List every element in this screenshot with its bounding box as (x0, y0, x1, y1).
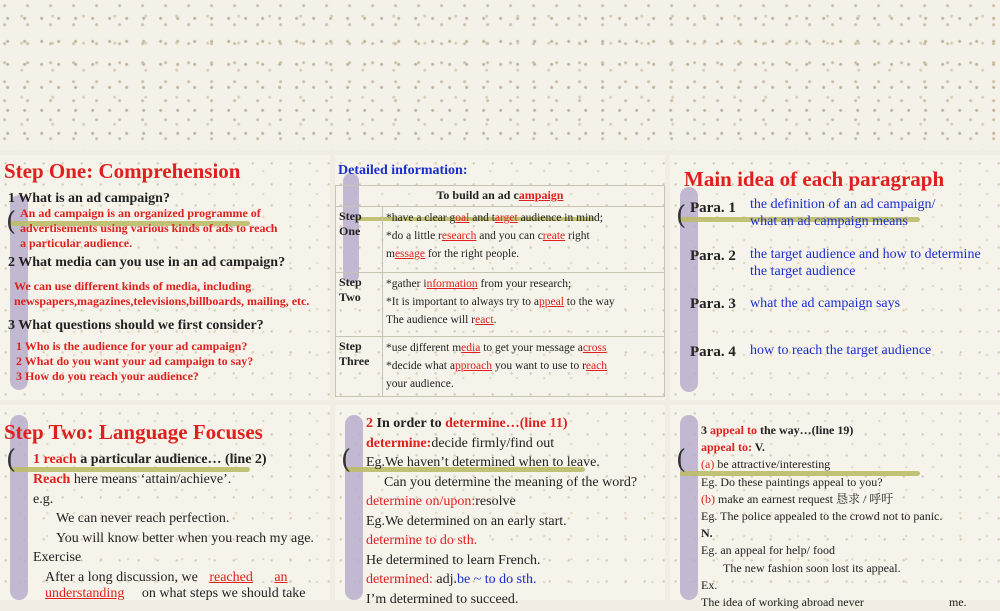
para-summary: the target audience and how to determine the target audience (750, 247, 981, 279)
slide-detailed-information[interactable] (335, 155, 665, 400)
exercise-sentence-cont: understanding on what steps we should take (45, 586, 306, 601)
focus-heading: 1 reach a particular audience… (line 2) (33, 452, 267, 467)
answer-3: 1 Who is the audience for your ad campaign? 2 What do you want your ad campaign to say? 3 How do you reach your audience? (16, 339, 254, 383)
slide-language-focus-appeal[interactable] (670, 405, 1000, 610)
table-row (336, 337, 665, 397)
para-summary: what the ad campaign says (750, 296, 901, 311)
table-row (336, 207, 665, 273)
example-sentence: We can never reach perfection. (56, 511, 230, 526)
slide-heading: Detailed information: (338, 163, 468, 178)
example-sentence: You will know better when you reach my age. (56, 531, 314, 546)
para-label: Para. 2 (690, 248, 736, 264)
bracket-icon: ( (341, 445, 352, 475)
appeal-notes: 3 appeal to the way…(line 19) appeal to: V. (a) be attractive/interesting Eg. Do these paintings appeal to you? (b) make an earnest request 恳求 / 呼吁 Eg. The police appealed to the crowd not to panic. N. Eg. an appeal for help/ food The new fashion soon lost its appeal. Ex. The idea of working abroad never me. (701, 423, 967, 610)
header-banner (0, 0, 1000, 150)
bracket-icon: ( (676, 201, 687, 231)
step-content: *use different media to get your message across *decide what approach you want to use to reach your audience. (383, 337, 665, 397)
definition: Reach here means ‘attain/achieve’. (33, 472, 232, 487)
step-content: *have a clear goal and target audience in mind; *do a little research and you can create right message for the right people. (383, 207, 665, 273)
slide-title: Step Two: Language Focuses (4, 420, 263, 444)
answer-2: We can use different kinds of media, including newspapers,magazines,televisions,billboards, mailing, etc. (14, 279, 310, 308)
step-label: Step Three (336, 337, 383, 397)
slide-language-focus-reach[interactable] (0, 405, 330, 600)
para-label: Para. 3 (690, 296, 736, 312)
table-row (336, 273, 665, 337)
eg-label: e.g. (33, 492, 54, 507)
bracket-icon: ( (6, 207, 17, 237)
slide-title: Step One: Comprehension (4, 159, 241, 183)
step-label: Step One (336, 207, 383, 273)
decorative-bar (680, 415, 698, 600)
steps-table (335, 185, 665, 397)
step-content: *gather information from your research; *It is important to always try to appeal to the way The audience will react. (383, 273, 665, 337)
bracket-icon: ( (6, 445, 17, 475)
decorative-bar (345, 415, 363, 600)
question-3: 3 What questions should we first consider? (8, 318, 264, 333)
question-1: 1 What is an ad campaign? (8, 191, 170, 206)
table-header: To build an ad campaign (336, 186, 665, 207)
slide-language-focus-determine[interactable] (335, 405, 665, 607)
determine-notes: 2 In order to determine…(line 11) determine:decide firmly/find out Eg.We haven’t determined when to leave. Can you determine the meaning of the word? determine on/upon:resolve Eg.We determined on an early start. determine to do sth. He determined to learn French. determined: adj.be ~ to do sth. I’m determined to succeed. (366, 416, 638, 607)
bracket-icon: ( (676, 445, 687, 475)
answer-1: An ad campaign is an organized programme of advertisements using various kinds of ads to reach a particular audience. (20, 206, 278, 250)
para-summary: how to reach the target audience (750, 343, 932, 358)
para-summary: the definition of an ad campaign/ what an ad campaign means (750, 197, 936, 229)
exercise-sentence: After a long discussion, we reached an (45, 570, 288, 585)
question-2: 2 What media can you use in an ad campaign? (8, 255, 286, 270)
slide-main-idea[interactable] (670, 155, 1000, 400)
para-label: Para. 4 (690, 344, 736, 360)
exercise-label: Exercise (33, 550, 82, 565)
step-label: Step Two (336, 273, 383, 337)
slide-title: Main idea of each paragraph (684, 167, 945, 191)
para-label: Para. 1 (690, 200, 736, 216)
slide-comprehension[interactable] (0, 155, 330, 400)
